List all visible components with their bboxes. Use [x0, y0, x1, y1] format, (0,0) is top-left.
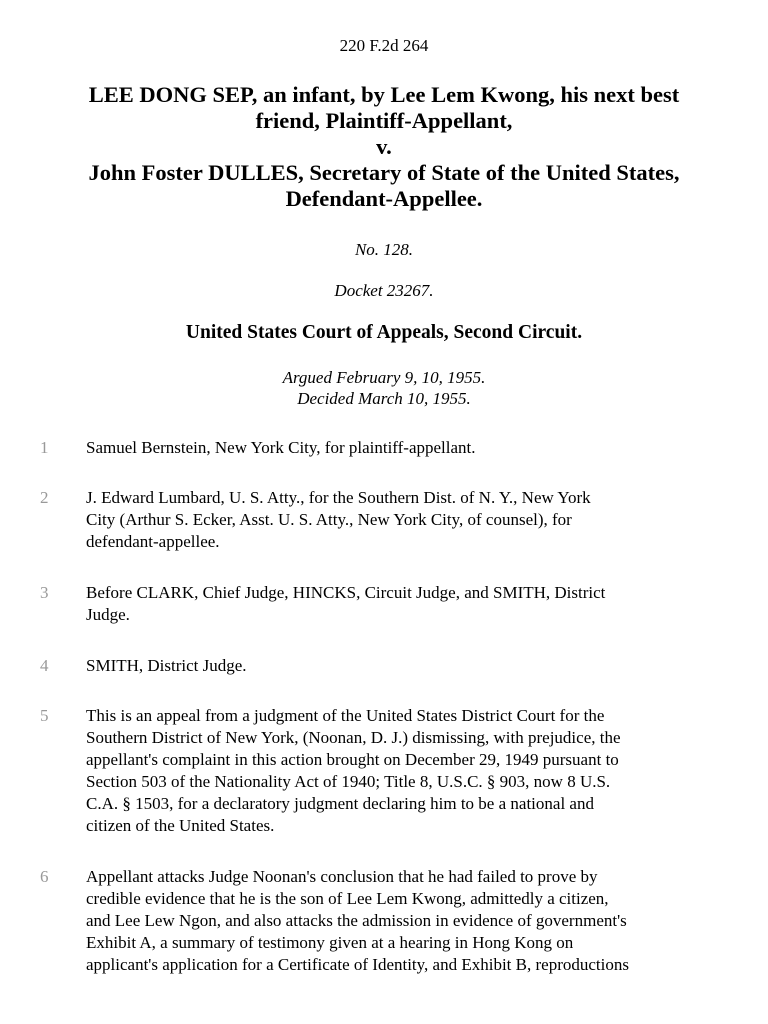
paragraph-number: 5	[40, 706, 49, 725]
docket-number: Docket 23267.	[334, 281, 434, 300]
court-name: United States Court of Appeals, Second Circuit.	[185, 322, 583, 343]
paragraph-line: Exhibit A, a summary of testimony given at a hearing in Hong Kong on	[86, 933, 574, 952]
caption-versus: v.	[376, 134, 392, 159]
paragraph-line: Southern District of New York, (Noonan, D. J.) dismissing, with prejudice, the	[86, 728, 621, 747]
paragraph-line: J. Edward Lumbard, U. S. Atty., for the Southern Dist. of N. Y., New York	[86, 488, 591, 507]
paragraph-line: and Lee Lew Ngon, and also attacks the admission in evidence of government's	[86, 911, 627, 930]
case-number: No. 128.	[354, 240, 414, 259]
paragraph-text	[86, 437, 726, 459]
paragraph-line: City (Arthur S. Ecker, Asst. U. S. Atty., New York City, of counsel), for	[86, 510, 572, 529]
reporter-citation: 220 F.2d 264	[339, 36, 429, 55]
paragraph-number: 2	[40, 488, 49, 507]
paragraph-line: This is an appeal from a judgment of the United States District Court for the	[86, 706, 605, 725]
case-caption	[40, 82, 728, 212]
paragraph-line: C.A. § 1503, for a declaratory judgment declaring him to be a national and	[86, 794, 594, 813]
decided-date: Decided March 10, 1955.	[297, 389, 471, 408]
caption-line-defendant-role: Defendant-Appellee.	[285, 186, 483, 211]
paragraph-line: credible evidence that he is the son of Lee Lem Kwong, admittedly a citizen,	[86, 889, 609, 908]
paragraph-line: Samuel Bernstein, New York City, for plaintiff-appellant.	[86, 438, 476, 457]
caption-line-plaintiff: LEE DONG SEP, an infant, by Lee Lem Kwong, his next best	[88, 82, 680, 107]
paragraph-line: applicant's application for a Certificate of Identity, and Exhibit B, reproductions	[86, 955, 629, 974]
paragraph-number: 4	[40, 656, 49, 675]
paragraph-line: appellant's complaint in this action brought on December 29, 1949 pursuant to	[86, 750, 619, 769]
paragraph-text	[86, 655, 726, 677]
caption-line-plaintiff-role: friend, Plaintiff-Appellant,	[255, 108, 513, 133]
paragraph-number: 1	[40, 438, 49, 457]
paragraph-text	[86, 705, 726, 837]
paragraph-line: defendant-appellee.	[86, 532, 220, 551]
paragraph-text	[86, 582, 726, 626]
paragraph-line: Judge.	[86, 605, 130, 624]
caption-line-defendant: John Foster DULLES, Secretary of State of the United States,	[88, 160, 680, 185]
paragraph-number: 6	[40, 867, 49, 886]
argued-date: Argued February 9, 10, 1955.	[282, 368, 486, 387]
paragraph-text	[86, 866, 726, 976]
paragraph-line: Appellant attacks Judge Noonan's conclusion that he had failed to prove by	[86, 867, 598, 886]
paragraph-line: Before CLARK, Chief Judge, HINCKS, Circuit Judge, and SMITH, District	[86, 583, 606, 602]
paragraph-line: SMITH, District Judge.	[86, 656, 247, 675]
paragraph-text	[86, 487, 726, 553]
paragraph-line: citizen of the United States.	[86, 816, 275, 835]
paragraph-line: Section 503 of the Nationality Act of 1940; Title 8, U.S.C. § 903, now 8 U.S.	[86, 772, 611, 791]
paragraph-number: 3	[40, 583, 49, 602]
